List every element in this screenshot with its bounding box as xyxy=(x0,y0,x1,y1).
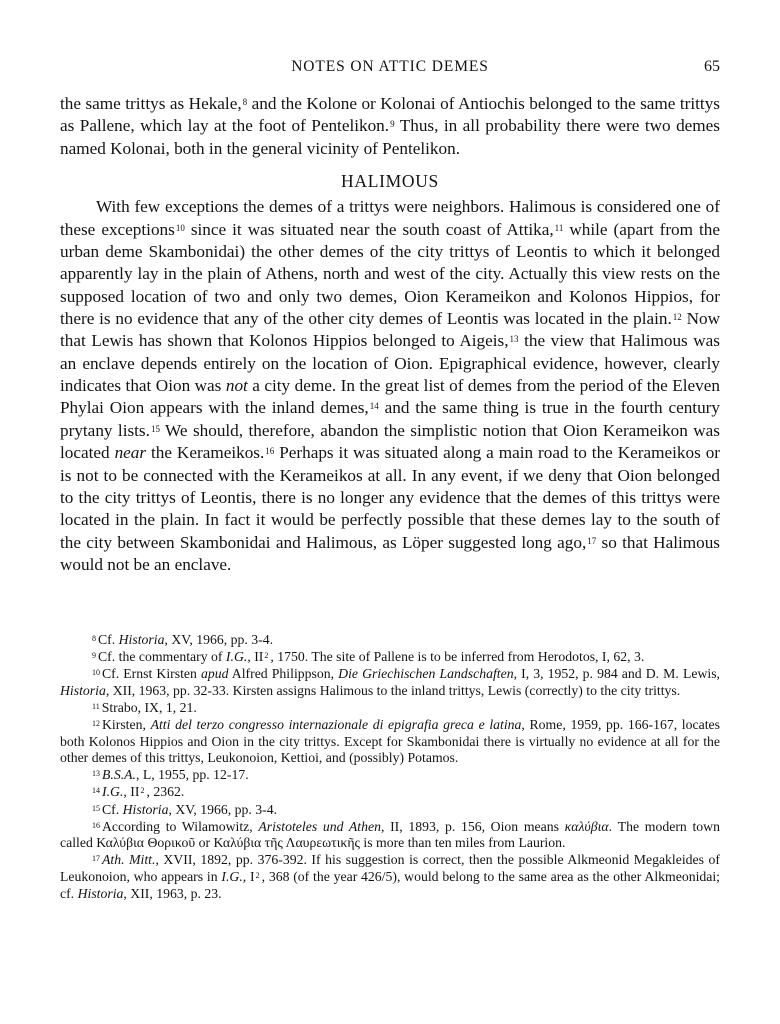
italic-title: Historia xyxy=(118,632,165,647)
running-title: NOTES ON ATTIC DEMES xyxy=(291,58,489,75)
text-run: With few exceptions the demes of a trittys were neighbors. Halimous is considered one of these exceptions xyxy=(60,197,720,239)
text-run: Kirsten, xyxy=(102,717,151,733)
footnote-number: 12 xyxy=(92,719,100,729)
text-run: , 368 (of the year 426/5), would belong to the same area as the other Alkmeonidai; cf. xyxy=(60,869,721,901)
greek-text: Καλύβια Θορικοῦ xyxy=(96,835,196,851)
footnote-number: 8 xyxy=(92,634,96,643)
text-run: , XVII, 1892, pp. 376-392. If his suggestion is correct, then the possible Alkmeonid Megakleides of Leukonoion, who appears in xyxy=(60,852,721,884)
footnote-ref-9: 9 xyxy=(390,119,395,130)
footnote-15 xyxy=(60,802,720,819)
text-run: the view that Halimous was an enclave depends entirely on the location of Oion. Epigraphical evidence, however, clearly indicates that Oion was xyxy=(60,331,721,396)
text-run: and the same thing is true in the fourth century prytany lists. xyxy=(60,398,720,440)
text-run: is more than ten miles from Laurion. xyxy=(359,835,566,851)
footnote-13 xyxy=(60,767,720,784)
page-header xyxy=(60,58,720,82)
text-run: , XV, 1966, pp. 3-4. xyxy=(168,801,278,817)
footnotes xyxy=(60,632,720,903)
footnote-number: 13 xyxy=(92,769,100,779)
footnote-ref-17: 17 xyxy=(587,535,597,546)
superscript: 2 xyxy=(140,786,145,796)
text-run: Alfred Philippson, xyxy=(228,666,339,682)
text-run: According to Wilamowitz, xyxy=(102,818,259,834)
intro-paragraph xyxy=(60,93,720,160)
section-heading: HALIMOUS xyxy=(341,171,439,192)
italic-title: B.S.A. xyxy=(102,767,136,783)
footnote-8 xyxy=(60,632,720,649)
footnote-ref-12: 12 xyxy=(672,312,682,323)
footnote-11 xyxy=(60,700,720,717)
text-run: Thus, in all probability there were two demes named Kolonai, both in the general vicinity of Pentelikon. xyxy=(60,116,720,158)
italic-title: Atti del terzo congresso internazionale di epigrafia greca e latina xyxy=(150,717,522,733)
footnote-number: 17 xyxy=(92,854,100,864)
text-run: , 1750. The site of Pallene is to be inferred from Herodotos, I, 62, 3. xyxy=(270,649,645,665)
footnote-ref-16: 16 xyxy=(265,446,275,457)
italic-title: Historia xyxy=(60,682,106,698)
italic-title: Historia xyxy=(122,801,169,817)
italic-word: apud xyxy=(200,666,229,682)
footnote-17 xyxy=(60,852,720,902)
emphasis: not xyxy=(225,376,248,396)
italic-title: Historia xyxy=(77,885,124,901)
italic-title: Ath. Mitt. xyxy=(102,852,156,868)
italic-title: Aristoteles und Athen xyxy=(258,818,381,834)
footnote-number: 9 xyxy=(92,651,96,661)
text-run: since it was situated near the south coast of Attika, xyxy=(184,219,554,239)
greek-text: Καλύβια τῆς Λαυρεωτικῆς xyxy=(213,835,360,851)
text-run: Strabo, IX, 1, 21. xyxy=(101,699,197,715)
text-run: We should, therefore, abandon the simplistic notion that Oion Kerameikon was located xyxy=(60,420,720,463)
footnote-number: 14 xyxy=(92,786,100,796)
text-run: , II xyxy=(123,784,140,800)
superscript: 2 xyxy=(255,871,260,880)
text-run: , XII, 1963, pp. 32-33. Kirsten assigns Halimous to the inland trittys, Lewis (correctly) to the city trittys. xyxy=(105,682,681,698)
footnote-ref-8: 8 xyxy=(242,97,248,107)
italic-title: I.G. xyxy=(221,869,243,884)
emphasis: near xyxy=(114,443,147,463)
footnote-ref-15: 15 xyxy=(150,423,160,434)
footnote-number: 10 xyxy=(92,668,100,678)
text-run: while (apart from the urban deme Skambonidai) the other demes of the city trittys of Leontis to which it belonged apparently lay in the plain of Athens, north and west of the city. Actually this view rests on the supposed location of two and only two demes, Oion Kerameikon and Kolonos Hippios, for there is no evidence that any of the other city demes of Leontis was located in the plain. xyxy=(60,219,720,329)
text-run: so that Halimous would not be an enclave. xyxy=(60,532,720,574)
text-run: , L, 1955, pp. 12-17. xyxy=(136,767,249,783)
italic-title: Die Griechischen Landschaften xyxy=(338,666,514,682)
text-run: Now that Lewis has shown that Kolonos Hippios belonged to Aigeis, xyxy=(60,309,720,351)
text-run: the same trittys as Hekale, xyxy=(60,94,242,113)
text-run: and the Kolone or Kolonai of Antiochis belonged to the same trittys as Pallene, which lay at the foot of Pentelikon. xyxy=(60,94,720,136)
text-run: , II, 1893, p. 156, Oion means xyxy=(380,818,565,834)
italic-title: I.G. xyxy=(102,784,124,800)
text-run: . The modern town called xyxy=(60,818,720,851)
footnote-10 xyxy=(60,666,720,699)
footnote-ref-14: 14 xyxy=(369,401,379,412)
text-run: , XII, 1963, p. 23. xyxy=(123,885,222,901)
greek-word: καλύβια xyxy=(564,818,609,834)
page-number: 65 xyxy=(704,58,720,75)
text-run: Perhaps it was situated along a main road to the Kerameikos or is not to be connected with the Kerameikos at all. In any event, if we deny that Oion belonged to the city trittys of Leontis, there is no longer any evidence that the demes of this trittys were located in the plain. In fact it would be perfectly possible that these demes lay to the south of the city between Skambonidai and Halimous, as Löper suggested long ago, xyxy=(60,443,721,552)
main-text xyxy=(60,93,720,576)
text-run: the Kerameikos. xyxy=(146,443,265,463)
footnote-number: 16 xyxy=(92,820,100,830)
text-run: , 2362. xyxy=(146,784,185,800)
text-run: , I, 3, 1952, p. 984 and D. M. Lewis, xyxy=(513,666,720,682)
text-run: Cf. the commentary of xyxy=(98,649,226,665)
footnote-12 xyxy=(60,717,720,767)
text-run: Cf. xyxy=(98,632,119,647)
text-run: , II xyxy=(247,649,264,665)
text-run: Cf. xyxy=(102,801,123,817)
superscript: 2 xyxy=(264,651,269,661)
footnote-16 xyxy=(60,819,720,852)
text-run: , XV, 1966, pp. 3-4. xyxy=(164,632,274,647)
footnote-number: 15 xyxy=(92,803,100,813)
halimous-paragraph xyxy=(60,196,720,576)
footnote-14 xyxy=(60,784,720,801)
italic-title: I.G. xyxy=(225,649,248,665)
footnote-number: 11 xyxy=(92,701,100,711)
text-run: Cf. Ernst Kirsten xyxy=(102,666,201,682)
footnote-ref-11: 11 xyxy=(554,222,564,233)
text-run: , I xyxy=(242,869,255,884)
text-run: , Rome, 1959, pp. 166-167, locates both Kolonos Hippios and Oion in the city trittys. Except for Skambonidai there is virtually no evidence at all for the other demes of this trittys, Leukonoion, Kettioi, and (possibly) Potamos. xyxy=(60,717,720,766)
footnote-ref-10: 10 xyxy=(175,222,185,233)
text-run: a city deme. In the great list of demes from the period of the Eleven Phylai Oion appears with the inland demes, xyxy=(60,376,720,418)
text-run: or xyxy=(195,835,214,851)
footnote-9 xyxy=(60,649,720,666)
footnote-ref-13: 13 xyxy=(509,334,519,345)
